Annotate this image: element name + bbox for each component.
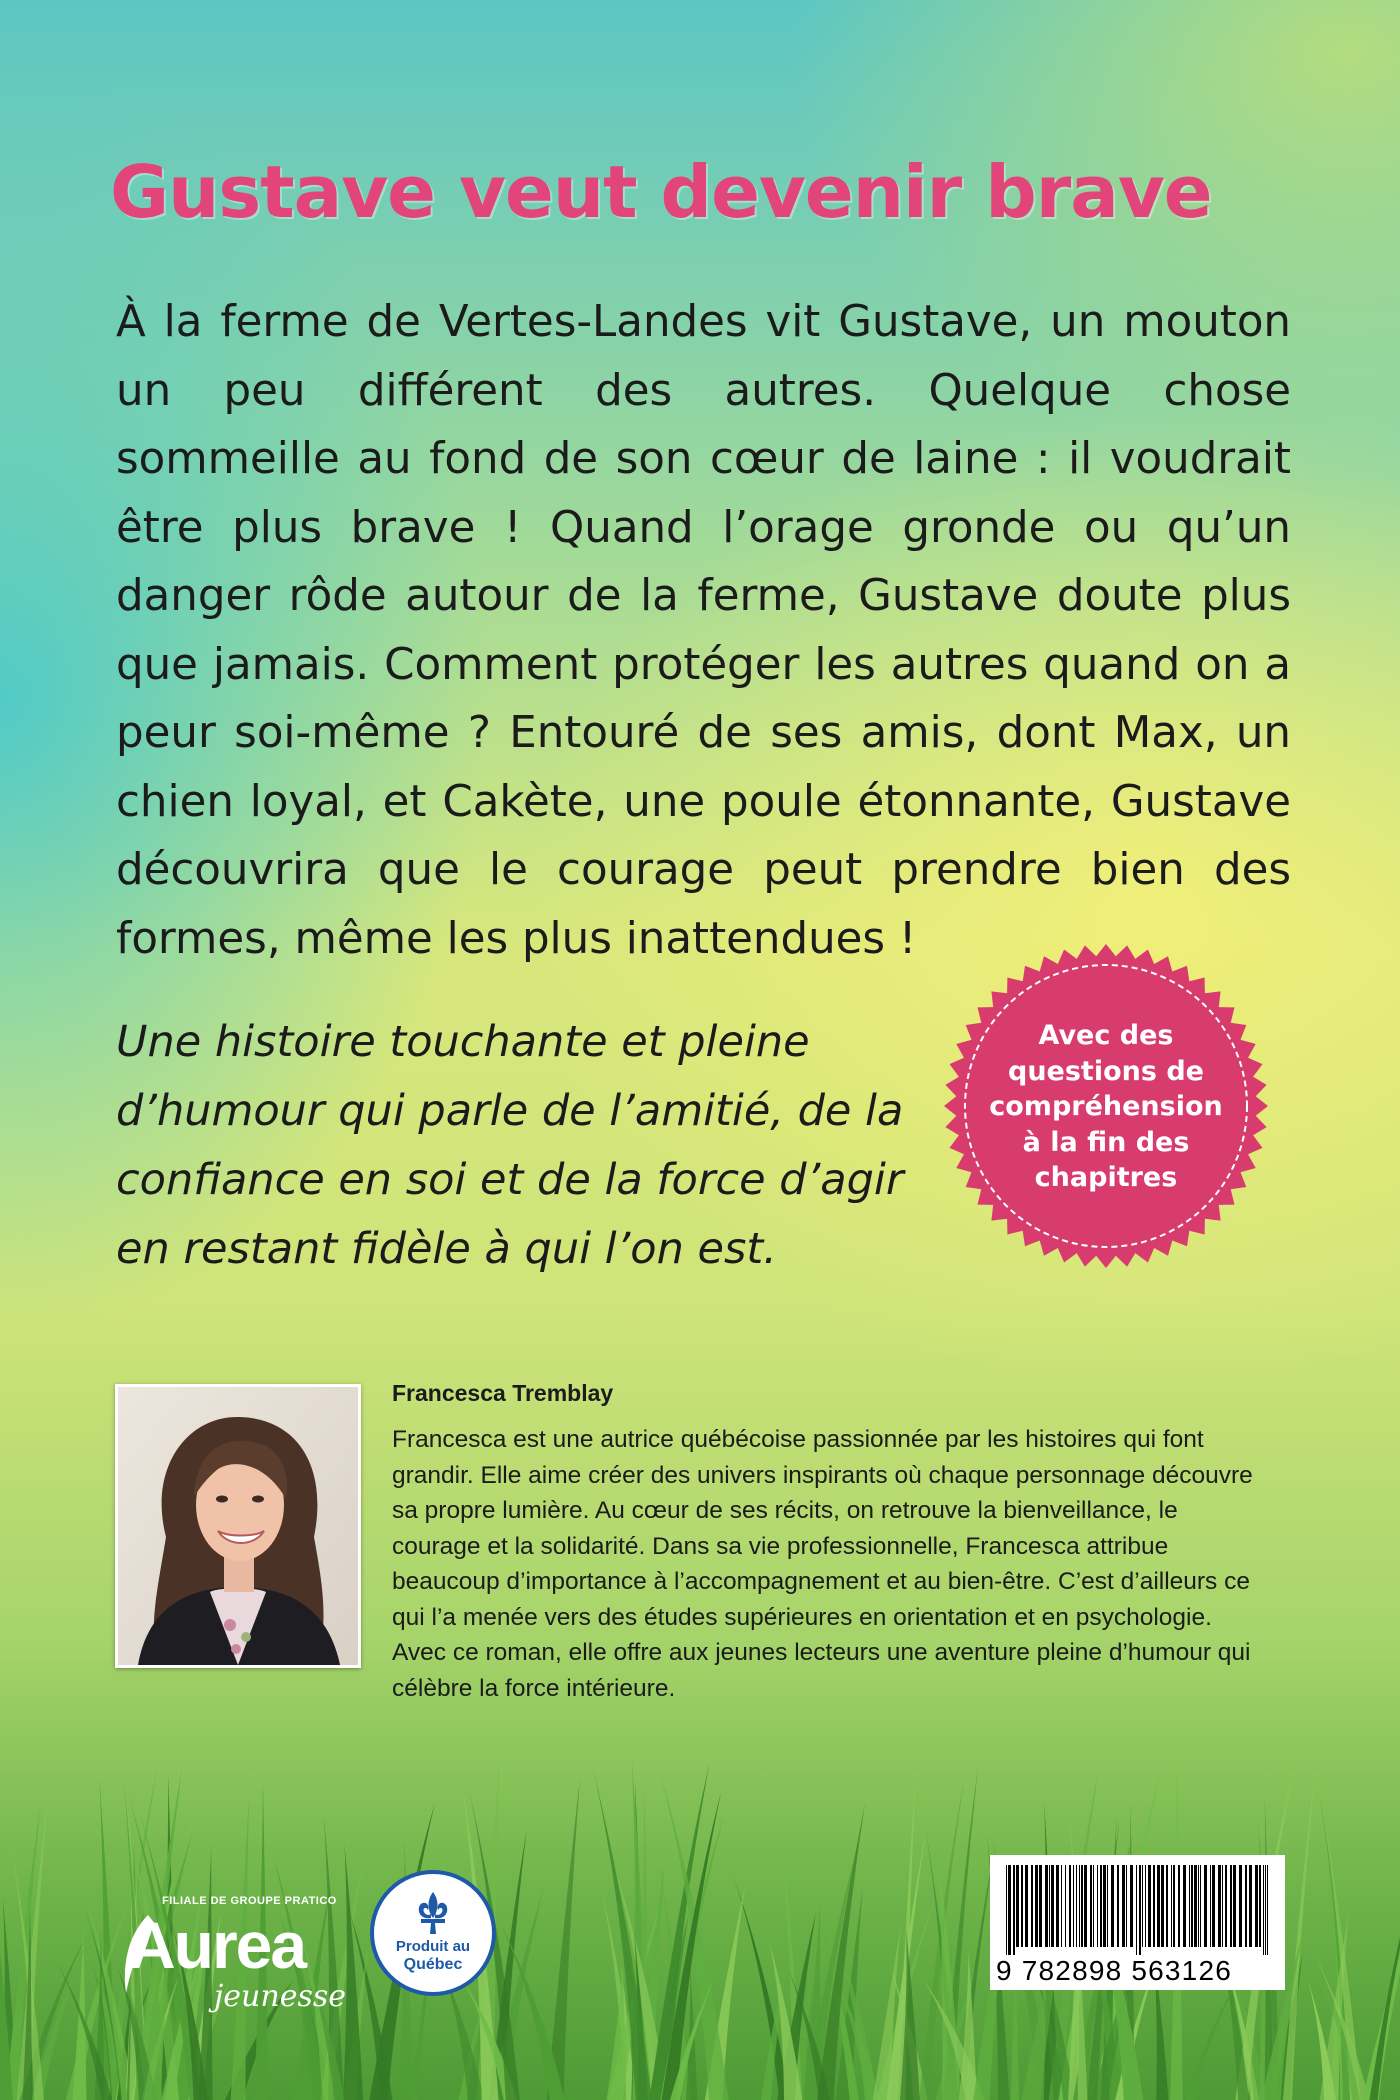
barcode-bars bbox=[1002, 1865, 1273, 1955]
questions-badge bbox=[942, 942, 1270, 1270]
barcode-bar bbox=[1204, 1865, 1207, 1947]
grass-blade bbox=[1283, 1760, 1317, 2100]
barcode-bar bbox=[1073, 1865, 1074, 1947]
barcode-bar bbox=[1051, 1865, 1054, 1947]
barcode-bar bbox=[1161, 1865, 1164, 1947]
publisher-name: Aurea bbox=[128, 1908, 306, 1982]
barcode-bar bbox=[1145, 1865, 1146, 1947]
barcode-bar bbox=[1045, 1865, 1048, 1947]
barcode-bar bbox=[1212, 1865, 1215, 1947]
barcode-bar bbox=[1267, 1865, 1268, 1955]
barcode-bar bbox=[1016, 1865, 1019, 1947]
barcode-bar bbox=[1194, 1865, 1197, 1947]
barcode-bar bbox=[1031, 1865, 1033, 1947]
barcode-bar bbox=[1107, 1865, 1108, 1947]
barcode-bar bbox=[1090, 1865, 1092, 1947]
barcode-bar bbox=[1255, 1865, 1258, 1947]
barcode-bar bbox=[1079, 1865, 1080, 1947]
grass-blade bbox=[731, 1868, 790, 2100]
barcode-bar bbox=[1103, 1865, 1106, 1947]
barcode-bar bbox=[1049, 1865, 1050, 1947]
book-tagline: Une histoire touchante et pleine d’humour qui parle de l’amitié, de la confiance en soi et de la force d’agir en restant fidèle à qui l’on est. bbox=[116, 1017, 904, 1274]
isbn-barcode bbox=[990, 1855, 1285, 1990]
barcode-bar bbox=[1222, 1865, 1223, 1947]
quebec-badge-line1: Produit au bbox=[395, 1938, 471, 1955]
barcode-bar bbox=[1225, 1865, 1227, 1947]
barcode-bar bbox=[1200, 1865, 1201, 1947]
barcode-bar bbox=[1239, 1865, 1242, 1947]
barcode-bar bbox=[1035, 1865, 1038, 1947]
barcode-bar bbox=[1183, 1865, 1186, 1947]
barcode-bar bbox=[1245, 1865, 1247, 1947]
barcode-bar bbox=[1230, 1865, 1232, 1947]
barcode-bar bbox=[1139, 1865, 1141, 1955]
book-summary: À la ferme de Vertes-Landes vit Gustave, un mouton un peu différent des autres. Quelque chose sommeille au fond de son cœur de laine : il voudrait être plus brave ! Quand l’orage gronde ou qu’un danger rôde autour de la ferme, Gustave doute plus que jamais. Comment protéger les autres quand on a peur soi-même ? Entouré de ses amis, dont Max, un chien loyal, et Cakète, une poule étonnante, Gustave découvrira que le courage peut prendre bien des formes, même les plus inattendues ! bbox=[116, 297, 1291, 964]
barcode-bar bbox=[1157, 1865, 1160, 1947]
author-photo bbox=[115, 1384, 361, 1668]
quebec-badge-line2: Québec bbox=[403, 1956, 463, 1973]
book-title: Gustave veut devenir brave bbox=[110, 150, 1212, 234]
barcode-bar bbox=[1122, 1865, 1125, 1947]
author-portrait-image bbox=[118, 1387, 358, 1665]
barcode-bar bbox=[1171, 1865, 1172, 1947]
author-name: Francesca Tremblay bbox=[392, 1380, 614, 1406]
barcode-bar bbox=[1100, 1865, 1102, 1947]
publisher-imprint: jeunesse bbox=[214, 1979, 346, 2014]
barcode-bar bbox=[1191, 1865, 1193, 1947]
barcode-bar bbox=[1210, 1865, 1211, 1947]
barcode-bar bbox=[1259, 1865, 1261, 1947]
barcode-bar bbox=[1039, 1865, 1042, 1947]
barcode-bar bbox=[1093, 1865, 1094, 1947]
barcode-bar bbox=[1081, 1865, 1083, 1947]
barcode-bar bbox=[1265, 1865, 1266, 1955]
barcode-bar bbox=[1249, 1865, 1252, 1947]
barcode-bar bbox=[1263, 1865, 1264, 1955]
barcode-bar bbox=[1084, 1865, 1087, 1947]
barcode-bar bbox=[1136, 1865, 1137, 1955]
barcode-bar bbox=[1008, 1865, 1011, 1955]
barcode-bar bbox=[1061, 1865, 1062, 1947]
grass-blade bbox=[1362, 1896, 1400, 2100]
barcode-bar bbox=[1069, 1865, 1071, 1947]
barcode-bar bbox=[1173, 1865, 1175, 1947]
barcode-bar bbox=[1097, 1865, 1098, 1947]
barcode-bar bbox=[1006, 1865, 1007, 1955]
barcode-bar bbox=[1111, 1865, 1114, 1947]
barcode-bar bbox=[1218, 1865, 1221, 1947]
barcode-bar bbox=[1076, 1865, 1077, 1947]
barcode-bar bbox=[1025, 1865, 1028, 1947]
barcode-bar bbox=[1178, 1865, 1180, 1947]
barcode-bar bbox=[1142, 1865, 1143, 1947]
barcode-bar bbox=[1117, 1865, 1119, 1947]
author-bio: Francesca est une autrice québécoise passionnée par les histoires qui font grandir. Elle aime créer des univers inspirants où chaque personnage découvre sa propre lumière. Au cœur de ses récits, on retrouve la bienveillance, le courage et la solidarité. Dans sa vie professionnelle, Francesca attribue beaucoup d’importance à l’accompagnement et au bien-être. C’est d’ailleurs ce qui l’a menée vers des études supérieures en orientation et en psychologie. Avec ce roman, elle offre aux jeunes lecteurs une aventure pleine d’humour qui célèbre la force intérieure. bbox=[392, 1426, 1253, 1702]
barcode-bar bbox=[1233, 1865, 1236, 1947]
barcode-bar bbox=[1065, 1865, 1066, 1947]
publisher-subsidiary-note: FILIALE DE GROUPE PRATICO bbox=[162, 1895, 337, 1907]
barcode-bar bbox=[1166, 1865, 1168, 1947]
barcode-bar bbox=[1198, 1865, 1199, 1947]
fleur-de-lys-icon bbox=[414, 1890, 452, 1936]
barcode-bar bbox=[1056, 1865, 1059, 1947]
publisher-logo bbox=[118, 1895, 358, 2030]
barcode-bar bbox=[1021, 1865, 1023, 1947]
barcode-bar bbox=[1148, 1865, 1151, 1947]
produit-au-quebec-badge bbox=[370, 1870, 496, 1996]
barcode-bar bbox=[1126, 1865, 1127, 1947]
barcode-bar bbox=[1189, 1865, 1190, 1947]
barcode-bar bbox=[1130, 1865, 1133, 1947]
isbn-number: 9 782898 563126 bbox=[996, 1955, 1232, 1986]
barcode-bar bbox=[1013, 1865, 1015, 1955]
barcode-bar bbox=[1153, 1865, 1155, 1947]
badge-text: Avec des questions de compréhension à la fin des chapitres bbox=[989, 1020, 1223, 1193]
